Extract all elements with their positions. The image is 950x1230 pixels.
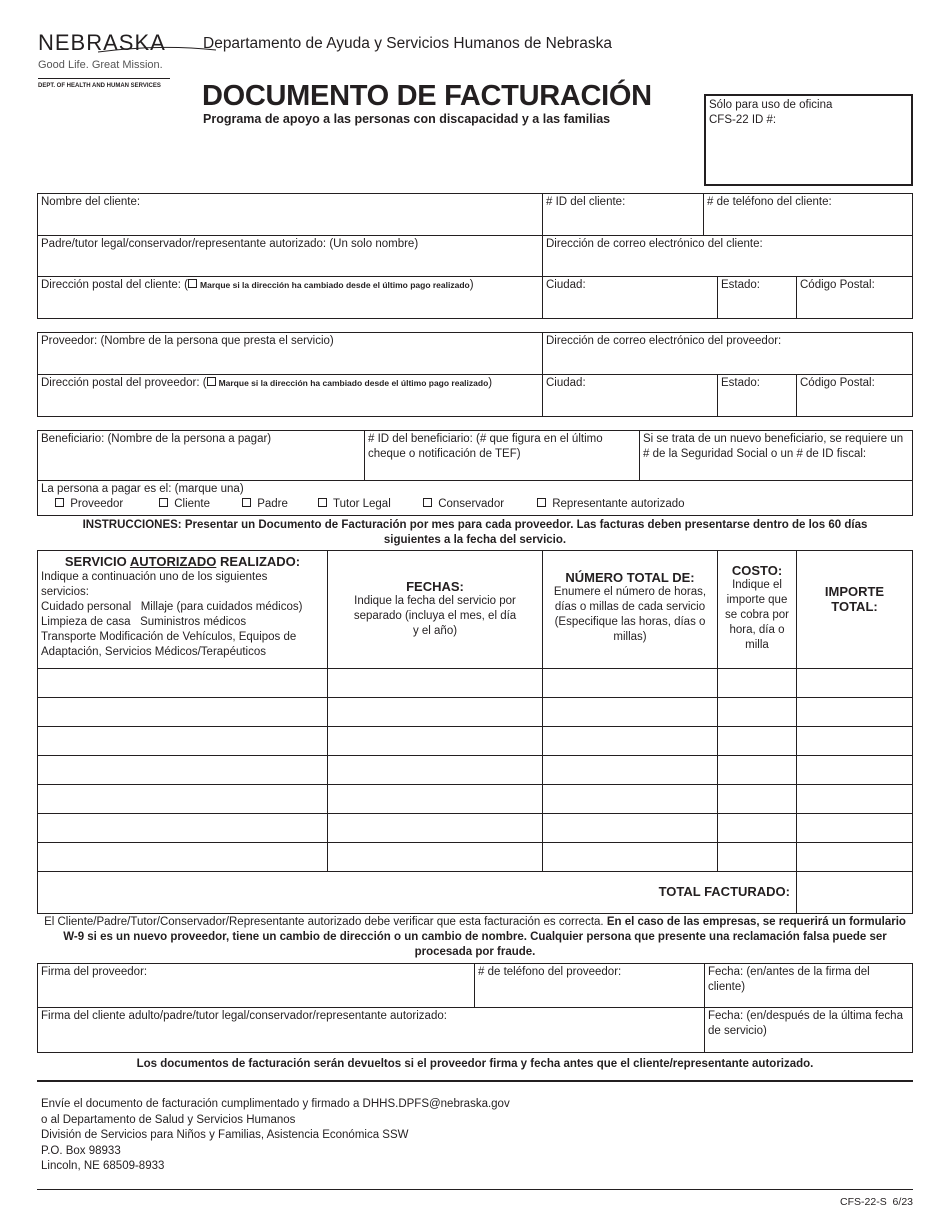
provider-name-field[interactable]: Proveedor: (Nombre de la persona que presta el servicio) <box>37 332 543 375</box>
quantity-input[interactable] <box>542 813 718 843</box>
cost-input[interactable] <box>717 755 797 785</box>
service-input[interactable] <box>37 726 328 756</box>
service-input[interactable] <box>37 668 328 698</box>
payee-id-field[interactable]: # ID del beneficiario: (# que figura en el último cheque o notificación de TEF) <box>364 430 640 481</box>
amount-input[interactable] <box>796 697 913 727</box>
amount-input[interactable] <box>796 726 913 756</box>
provider-city-field[interactable]: Ciudad: <box>542 374 718 417</box>
payee-option-guardian[interactable]: Tutor Legal <box>318 497 391 512</box>
amount-input[interactable] <box>796 668 913 698</box>
logo-dept: DEPT. OF HEALTH AND HUMAN SERVICES <box>38 78 170 89</box>
cost-input[interactable] <box>717 697 797 727</box>
provider-address-changed-checkbox[interactable] <box>207 377 216 386</box>
checkbox-icon[interactable] <box>55 498 64 507</box>
provider-zip-field[interactable]: Código Postal: <box>796 374 913 417</box>
instructions: INSTRUCCIONES: Presentar un Documento de Facturación por mes para cada proveedor. Las facturas deben presentarse dentro de los 60 días siguientes a la fecha del servicio. <box>82 519 868 546</box>
quantity-input[interactable] <box>542 784 718 814</box>
amount-column-header: IMPORTE TOTAL: <box>796 550 913 669</box>
payee-ssn-field[interactable]: Si se trata de un nuevo beneficiario, se requiere un # de la Seguridad Social o un # de ID fiscal: <box>639 430 913 481</box>
amount-input[interactable] <box>796 813 913 843</box>
cost-input[interactable] <box>717 668 797 698</box>
service-input[interactable] <box>37 755 328 785</box>
total-label-cell: TOTAL FACTURADO: <box>37 871 797 914</box>
payee-type-row <box>37 480 913 516</box>
date-input[interactable] <box>327 668 543 698</box>
quantity-input[interactable] <box>542 842 718 872</box>
form-id: CFS-22-S 6/23 <box>840 1196 913 1208</box>
cost-column-header: COSTO: Indique el importe que se cobra por hora, día o milla <box>717 550 797 669</box>
date-input[interactable] <box>327 813 543 843</box>
provider-date-field[interactable]: Fecha: (en/antes de la firma del cliente) <box>704 963 913 1008</box>
dates-column-header: FECHAS: Indique la fecha del servicio por separado (incluya el mes, el día y el año) <box>327 550 543 669</box>
guardian-field[interactable]: Padre/tutor legal/conservador/representante autorizado: (Un solo nombre) <box>37 235 543 277</box>
department-name: Departamento de Ayuda y Servicios Humanos de Nebraska <box>203 35 612 52</box>
date-input[interactable] <box>327 755 543 785</box>
quantity-input[interactable] <box>542 755 718 785</box>
date-input[interactable] <box>327 842 543 872</box>
page-subtitle: Programa de apoyo a las personas con discapacidad y a las familias <box>203 112 611 126</box>
checkbox-icon[interactable] <box>242 498 251 507</box>
quantity-input[interactable] <box>542 697 718 727</box>
date-input[interactable] <box>327 784 543 814</box>
office-id-label: CFS-22 ID #: <box>709 114 777 126</box>
payee-option-conservator[interactable]: Conservador <box>423 497 504 512</box>
client-address-changed-checkbox[interactable] <box>188 279 197 288</box>
checkbox-icon[interactable] <box>537 498 546 507</box>
client-phone-field[interactable]: # de teléfono del cliente: <box>703 193 913 236</box>
amount-input[interactable] <box>796 755 913 785</box>
provider-phone-field[interactable]: # de teléfono del proveedor: <box>474 963 705 1008</box>
page-title: DOCUMENTO DE FACTURACIÓN <box>202 80 652 112</box>
date-input[interactable] <box>327 697 543 727</box>
service-input[interactable] <box>37 784 328 814</box>
mailing-instructions: Envíe el documento de facturación cumplimentado y firmado a DHHS.DPFS@nebraska.gov o al Departamento de Salud y Servicios Humanos División de Servicios para Niños y Familias, Asistencia Económica SSW P.O. Box 98933 Lincoln, NE 68509-8933 <box>41 1098 510 1172</box>
payee-name-field[interactable]: Beneficiario: (Nombre de la persona a pagar) <box>37 430 365 481</box>
logo-wordmark: NEBRASKA <box>38 30 166 55</box>
divider-top <box>37 1080 913 1082</box>
service-input[interactable] <box>37 813 328 843</box>
client-email-field[interactable]: Dirección de correo electrónico del cliente: <box>542 235 913 277</box>
service-input[interactable] <box>37 697 328 727</box>
cost-input[interactable] <box>717 813 797 843</box>
client-city-field[interactable]: Ciudad: <box>542 276 718 319</box>
service-column-header: SERVICIO AUTORIZADO REALIZADO: Indique a continuación uno de los siguientes servicios: Cuidado personal Millaje (para cuidados médicos) Limpieza de casa Suministros médicos Transporte Modificación de Vehículos, Equipos de Adaptación, Servicios Médicos/Terapéuticos <box>37 550 328 669</box>
return-warning: Los documentos de facturación serán devueltos si el proveedor firma y fecha antes que el cliente/representante autorizado. <box>136 1058 814 1070</box>
payee-option-client[interactable]: Cliente <box>159 497 210 512</box>
verification-text: El Cliente/Padre/Tutor/Conservador/Representante autorizado debe verificar que esta facturación es correcta. En el caso de las empresas, se requerirá un formulario W-9 si es un nuevo proveedor, tiene un cambio de dirección o un cambio de nombre. Cualquier persona que presente una reclamación falsa puede ser procesada por fraude. <box>44 916 906 958</box>
office-use-box <box>704 94 913 186</box>
checkbox-icon[interactable] <box>423 498 432 507</box>
quantity-input[interactable] <box>542 726 718 756</box>
cost-input[interactable] <box>717 726 797 756</box>
logo <box>38 30 178 89</box>
service-input[interactable] <box>37 842 328 872</box>
payee-type-label: La persona a pagar es el: (marque una) <box>41 483 244 495</box>
client-zip-field[interactable]: Código Postal: <box>796 276 913 319</box>
payee-option-authorized-rep[interactable]: Representante autorizado <box>537 497 685 512</box>
provider-state-field[interactable]: Estado: <box>717 374 797 417</box>
office-use-label: Sólo para uso de oficina <box>709 99 833 111</box>
cost-input[interactable] <box>717 842 797 872</box>
payee-option-parent[interactable]: Padre <box>242 497 288 512</box>
amount-input[interactable] <box>796 842 913 872</box>
client-state-field[interactable]: Estado: <box>717 276 797 319</box>
checkbox-icon[interactable] <box>318 498 327 507</box>
client-signature-field[interactable]: Firma del cliente adulto/padre/tutor legal/conservador/representante autorizado: <box>37 1007 705 1053</box>
checkbox-icon[interactable] <box>159 498 168 507</box>
date-input[interactable] <box>327 726 543 756</box>
quantity-column-header: NÚMERO TOTAL DE: Enumere el número de horas, días o millas de cada servicio (Especifique las horas, días o millas) <box>542 550 718 669</box>
provider-email-field[interactable]: Dirección de correo electrónico del proveedor: <box>542 332 913 375</box>
divider-bottom <box>37 1189 913 1190</box>
payee-option-provider[interactable]: Proveedor <box>55 497 123 512</box>
provider-signature-field[interactable]: Firma del proveedor: <box>37 963 475 1008</box>
quantity-input[interactable] <box>542 668 718 698</box>
amount-input[interactable] <box>796 784 913 814</box>
logo-tagline: Good Life. Great Mission. <box>38 59 163 71</box>
client-date-field[interactable]: Fecha: (en/después de la última fecha de servicio) <box>704 1007 913 1053</box>
client-id-field[interactable]: # ID del cliente: <box>542 193 704 236</box>
cost-input[interactable] <box>717 784 797 814</box>
total-amount-field[interactable] <box>796 871 913 914</box>
client-address-field[interactable]: Dirección postal del cliente: ( Marque si la dirección ha cambiado desde el último pago realizado) <box>37 276 543 319</box>
client-name-field[interactable]: Nombre del cliente: <box>37 193 543 236</box>
provider-address-field[interactable]: Dirección postal del proveedor: ( Marque si la dirección ha cambiado desde el último pago realizado) <box>37 374 543 417</box>
